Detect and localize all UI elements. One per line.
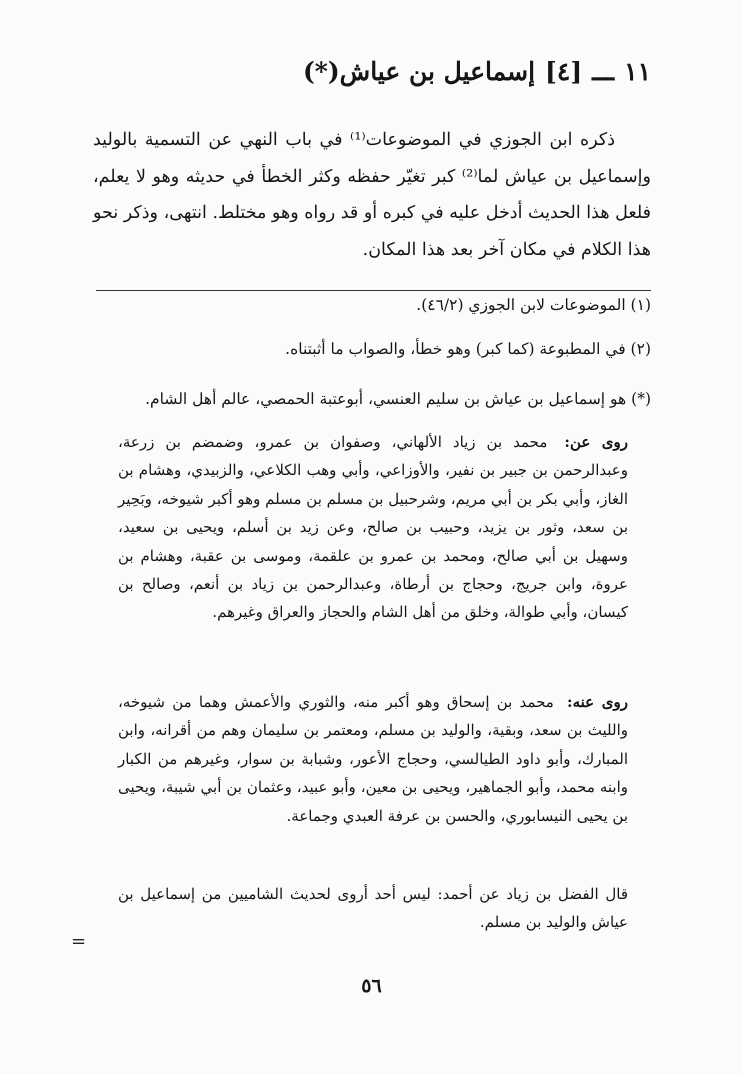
margin-mark: =	[71, 931, 87, 952]
narrated-from-text: محمد بن زياد الألهاني، وصفوان بن عمرو، وضمضم بن زرعة، وعبدالرحمن بن جبير بن نفير، والأوزاعي، وأبي وهب الكلاعي، والزبيدي، وهشام بن الغاز، وأبي بكر بن أبي مريم، وشرحبيل بن مسلم بن مسلم وهو أكبر شيوخه، وبَحِير بن سعد، وثور بن يزيد، وحبيب بن صالح، وعن زيد بن أسلم، ويحيى بن سعيد، وسهيل بن أبي صالح، ومحمد بن عمرو بن علقمة، وموسى بن عقبة، وهشام بن عروة، وابن جريج، وحجاج بن أرطاة، وعبدالرحمن بن زياد بن أنعم، وصالح بن كيسان، وأبي طوالة، وخلق من أهل الشام والحجاز والعراق وغيرهم.	[118, 433, 628, 622]
entry-heading	[91, 52, 651, 92]
entry-number: ١١	[624, 57, 651, 86]
intro-paragraph: ذكره ابن الجوزي في الموضوعات⁽¹⁾ في باب النهي عن التسمية بالوليد وإسماعيل بن عياش لما⁽²⁾ كبر تغيّر حفظه وكثر الخطأ في حديثه وهو لا يعلم، فلعل هذا الحديث أدخل عليه في كبره أو قد رواه وهو مختلط. انتهى، وذكر نحو هذا الكلام في مكان آخر بعد هذا المكان.	[93, 130, 651, 260]
quote-paragraph: قال الفضل بن زياد عن أحمد: ليس أحد أروى لحديث الشاميين من إسماعيل بن عياش والوليد بن مسلم.	[118, 885, 628, 932]
entry-marker: (*)	[302, 57, 340, 86]
narrated-by-label: روى عنه:	[567, 693, 628, 711]
footnote-2: (٢) في المطبوعة (كما كبر) وهو خطأ، والصواب ما أثبتناه.	[285, 340, 651, 358]
narrated-by-section	[118, 688, 628, 830]
footnote-separator	[96, 290, 651, 291]
footnote-star: (*) هو إسماعيل بن عياش بن سليم العنسي، أبوعتبة الحمصي، عالم أهل الشام.	[145, 390, 651, 408]
footnote-1: (١) الموضوعات لابن الجوزي (٤٦/٢).	[416, 296, 651, 314]
narrated-by-text: محمد بن إسحاق وهو أكبر منه، والثوري والأعمش وهما من شيوخه، والليث بن سعد، وبقية، والوليد بن مسلم، ومعتمر بن سليمان وهم من أقرانه، وابن المبارك، وأبو داود الطيالسي، وحجاج الأعور، وشبابة بن سوار، وغيرهم من الكبار وابنه محمد، وأبو الجماهير، ويحيى بن معين، وأبو عبيد، وعثمان بن أبي شيبة، ويحيى بن يحيى النيسابوري، والحسن بن عرفة العبدي وجماعة.	[118, 693, 628, 825]
entry-name: إسماعيل بن عياش	[339, 57, 536, 86]
entry-dash: ـــ	[592, 57, 615, 86]
narrated-from-section	[118, 428, 628, 627]
entry-bracket-number: [٤]	[545, 57, 583, 86]
page-number: ٥٦	[361, 975, 382, 997]
narrated-from-label: روى عن:	[564, 433, 628, 451]
